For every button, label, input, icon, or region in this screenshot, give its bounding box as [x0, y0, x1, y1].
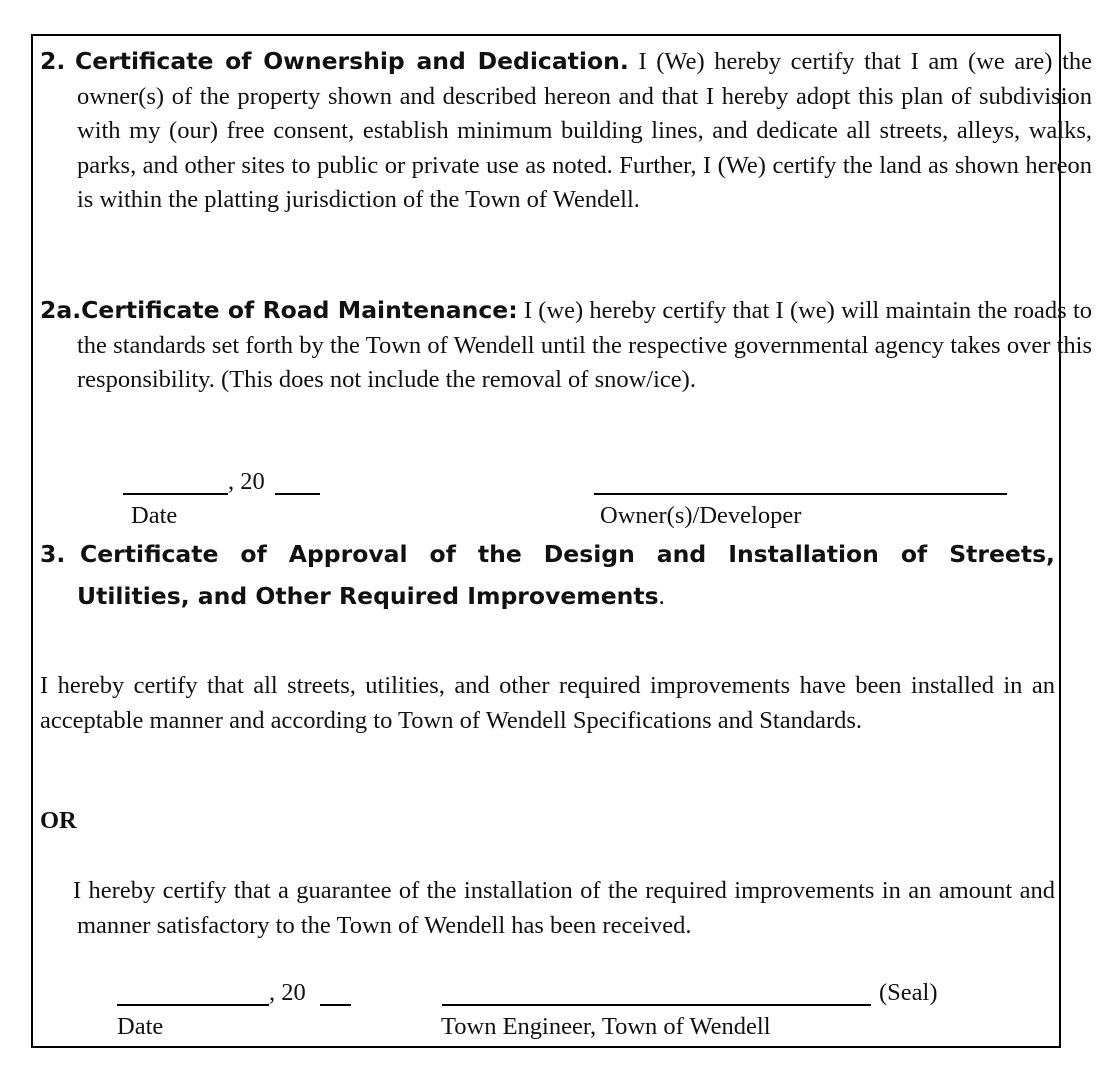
section-2-body: I (We) hereby certify that I am (we are) the owner(s) of the property shown and described hereon and that I hereby adopt this plan of subdivision with my (our) free consent, establish minimum building lines, and dedicate all streets, alleys, walks, parks, and other sites to public or private use as noted. Further, I (We) certify the land as shown hereon is within the platting jurisdiction of the Town of Wendell.	[77, 48, 1093, 213]
section-2a-body: I (we) hereby certify that I (we) will maintain the roads to the standards set forth by the Town of Wendell until the respective governmental agency takes over this responsibility. (This does not include the removal of snow/ice).	[77, 297, 1093, 393]
owner-developer-label: Owner(s)/Developer	[600, 502, 802, 529]
section-3-heading-line2-wrap	[77, 582, 665, 611]
owner-signature-line	[594, 493, 1007, 495]
section-3-heading-line1: Certificate of Approval of the Design and Installation of Streets,	[80, 540, 1055, 568]
date-blank-line	[123, 493, 228, 495]
date-year-prefix: , 20	[228, 468, 265, 495]
section-3-heading-line2: Utilities, and Other Required Improvements	[77, 582, 659, 610]
section-2a-number: 2a.	[40, 296, 82, 324]
engineer-date-year-prefix: , 20	[269, 979, 306, 1006]
road-maintenance-paragraph	[40, 293, 1092, 398]
or-separator: OR	[40, 807, 77, 834]
guarantee-certification-paragraph: I hereby certify that a guarantee of the installation of the required improvements in an amount and manner satisfactory to the Town of Wendell has been received.	[73, 877, 1055, 939]
town-engineer-label: Town Engineer, Town of Wendell	[441, 1013, 771, 1040]
seal-label: (Seal)	[879, 979, 938, 1006]
approval-certification-paragraph: I hereby certify that all streets, utilities, and other required improvements have been installed in an acceptable manner and according to Town of Wendell Specifications and Standards.	[40, 672, 1055, 734]
date-label: Date	[131, 502, 178, 529]
section-3-number: 3.	[40, 540, 66, 568]
section-2a-heading: Certificate of Road Maintenance:	[81, 296, 518, 324]
ownership-dedication-paragraph	[40, 44, 1092, 218]
engineer-signature-line	[442, 1004, 871, 1006]
engineer-date-label: Date	[117, 1013, 164, 1040]
year-blank-line	[275, 493, 320, 495]
engineer-year-blank-line	[320, 1004, 351, 1006]
section-2-heading: Certificate of Ownership and Dedication.	[74, 47, 629, 75]
engineer-date-blank-line	[117, 1004, 269, 1006]
section-3-heading-period: .	[658, 583, 665, 610]
section-2-number: 2.	[40, 47, 66, 75]
